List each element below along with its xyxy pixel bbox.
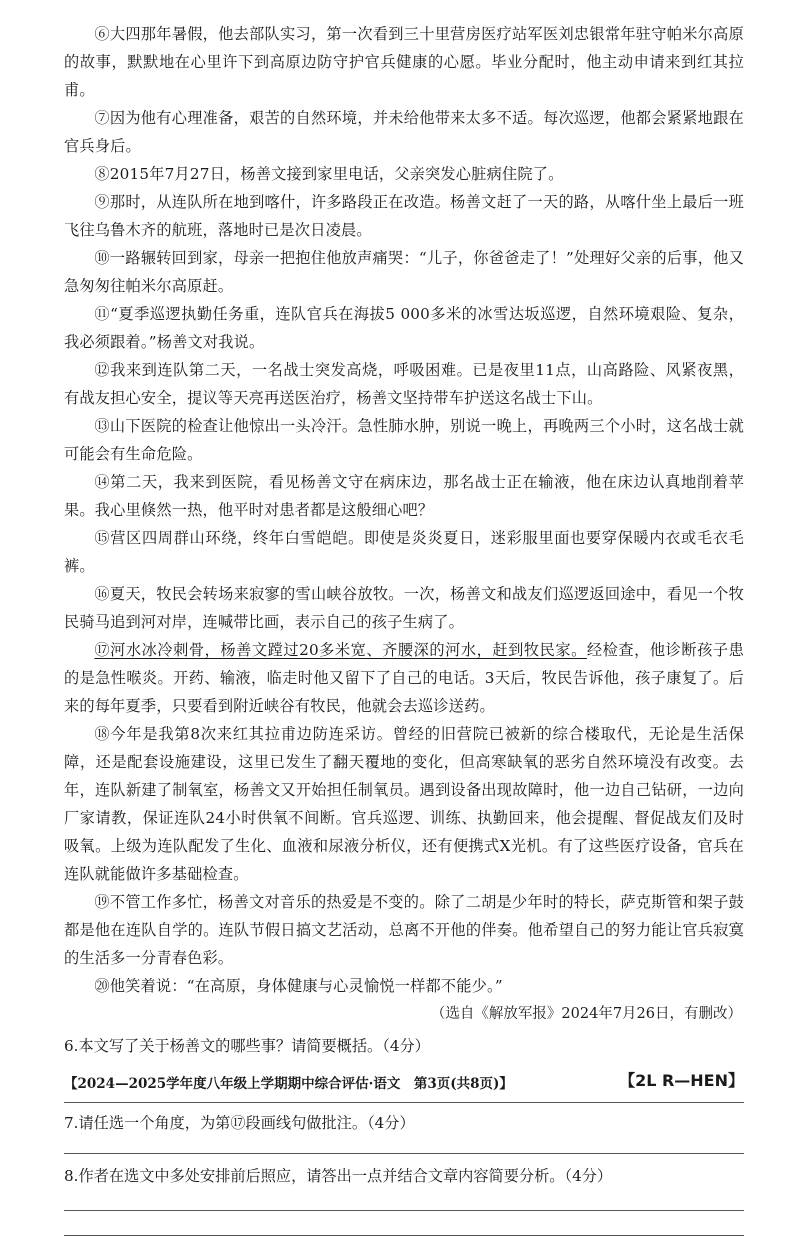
paragraph-19: ⑲不管工作多忙，杨善文对音乐的热爱是不变的。除了二胡是少年时的特长，萨克斯管和架子鼓都是他在连队自学的。连队节假日搞文艺活动，总离不开他的伴奏。他希望自己的努力能让官兵寂寞的生活多一分青春色彩。: [64, 893, 744, 967]
paragraph-15: ⑮营区四周群山环绕，终年白雪皑皑。即使是炎炎夏日，迷彩服里面也要穿保暖内衣或毛衣毛裤。: [64, 529, 744, 575]
paragraph-17-rest: 经检查，他诊断孩子患的是急性喉炎。开药、输液，临走时他又留下了自己的电话。3天后，牧民告诉他，孩子康复了。后来的每年夏季，只要看到附近峡谷有牧民，他就会去巡诊送药。: [64, 641, 744, 715]
answer-space-7[interactable]: [64, 1137, 744, 1153]
paragraph-20: ⑳他笑着说：“在高原，身体健康与心灵愉悦一样都不能少。”: [94, 977, 503, 995]
answer-space-8a[interactable]: [64, 1190, 744, 1210]
question-7: 7.请任选一个角度，为第⑰段画线句做批注。（4分）: [64, 1114, 415, 1132]
paragraph-12: ⑫我来到连队第二天，一名战士突发高烧，呼吸困难。已是夜里11点，山高路险、风紧夜黑，有战友担心安全，提议等天亮再送医治疗，杨善文坚持带车护送这名战士下山。: [64, 361, 744, 407]
paragraph-7: ⑦因为他有心理准备，艰苦的自然环境，并未给他带来太多不适。每次巡逻，他都会紧紧地跟在官兵身后。: [64, 109, 744, 155]
question-8: 8.作者在选文中多处安排前后照应，请答出一点并结合文章内容简要分析。（4分）: [64, 1167, 613, 1185]
answer-line-7[interactable]: [64, 1153, 744, 1154]
footer-exam-info: 【2024—2025学年度八年级上学期期中综合评估·语文 第3页(共8页)】: [64, 1076, 513, 1092]
underlined-sentence: ⑰河水冰冷刺骨，杨善文蹚过20多米宽、齐腰深的河水，赶到牧民家。: [94, 641, 587, 659]
footer-code: 【2L R—HEN】: [619, 1071, 744, 1090]
answer-space-8b[interactable]: [64, 1211, 744, 1235]
question-6: 6.本文写了关于杨善文的哪些事？请简要概括。（4分）: [64, 1037, 430, 1055]
paragraph-18: ⑱今年是我第8次来红其拉甫边防连采访。曾经的旧营院已被新的综合楼取代，无论是生活保障，还是配套设施建设，这里已发生了翻天覆地的变化，但高寒缺氧的恶劣自然环境没有改变。去年，连队新建了制氧室，杨善文又开始担任制氧员。遇到设备出现故障时，他一边自己钻研，一边向厂家请教，保证连队24小时供氧不间断。官兵巡逻、训练、执勤回来，他会提醒、督促战友们及时吸氧。上级为连队配发了生化、血液和尿液分析仪，还有便携式X光机。有了这些医疗设备，官兵在连队就能做许多基础检查。: [64, 725, 744, 883]
paragraph-8: ⑧2015年7月27日，杨善文接到家里电话，父亲突发心脏病住院了。: [94, 165, 564, 183]
page-footer: [64, 1066, 744, 1096]
paragraph-9: ⑨那时，从连队所在地到喀什，许多路段正在改造。杨善文赶了一天的路，从喀什坐上最后一班飞往乌鲁木齐的航班，落地时已是次日凌晨。: [64, 193, 744, 239]
paragraph-14: ⑭第二天，我来到医院，看见杨善文守在病床边，那名战士正在输液，他在床边认真地削着苹果。我心里倏然一热，他平时对患者都是这般细心吧？: [64, 473, 744, 519]
paragraph-6: ⑥大四那年暑假，他去部队实习，第一次看到三十里营房医疗站军医刘忠银常年驻守帕米尔高原的故事，默默地在心里许下到高原边防守护官兵健康的心愿。毕业分配时，他主动申请来到红其拉甫。: [64, 25, 744, 99]
paragraph-10: ⑩一路辗转回到家，母亲一把抱住他放声痛哭：“儿子，你爸爸走了！”处理好父亲的后事，他又急匆匆往帕米尔高原赶。: [64, 249, 744, 295]
paragraph-16: ⑯夏天，牧民会转场来寂寥的雪山峡谷放牧。一次，杨善文和战友们巡逻返回途中，看见一个牧民骑马追到河对岸，连喊带比画，表示自己的孩子生病了。: [64, 585, 744, 631]
paragraph-11: ⑪“夏季巡逻执勤任务重，连队官兵在海拔5 000多米的冰雪达坂巡逻，自然环境艰险、复杂，我必须跟着。”杨善文对我说。: [64, 305, 744, 351]
article: [64, 20, 744, 1236]
answer-line-6[interactable]: [64, 1102, 744, 1103]
paragraph-17: [64, 636, 744, 720]
source-citation: （选自《解放军报》2024年7月26日，有删改）: [430, 1006, 742, 1022]
paragraph-13: ⑬山下医院的检查让他惊出一头冷汗。急性肺水肿，别说一晚上，再晚两三个小时，这名战士就可能会有生命危险。: [64, 417, 744, 463]
